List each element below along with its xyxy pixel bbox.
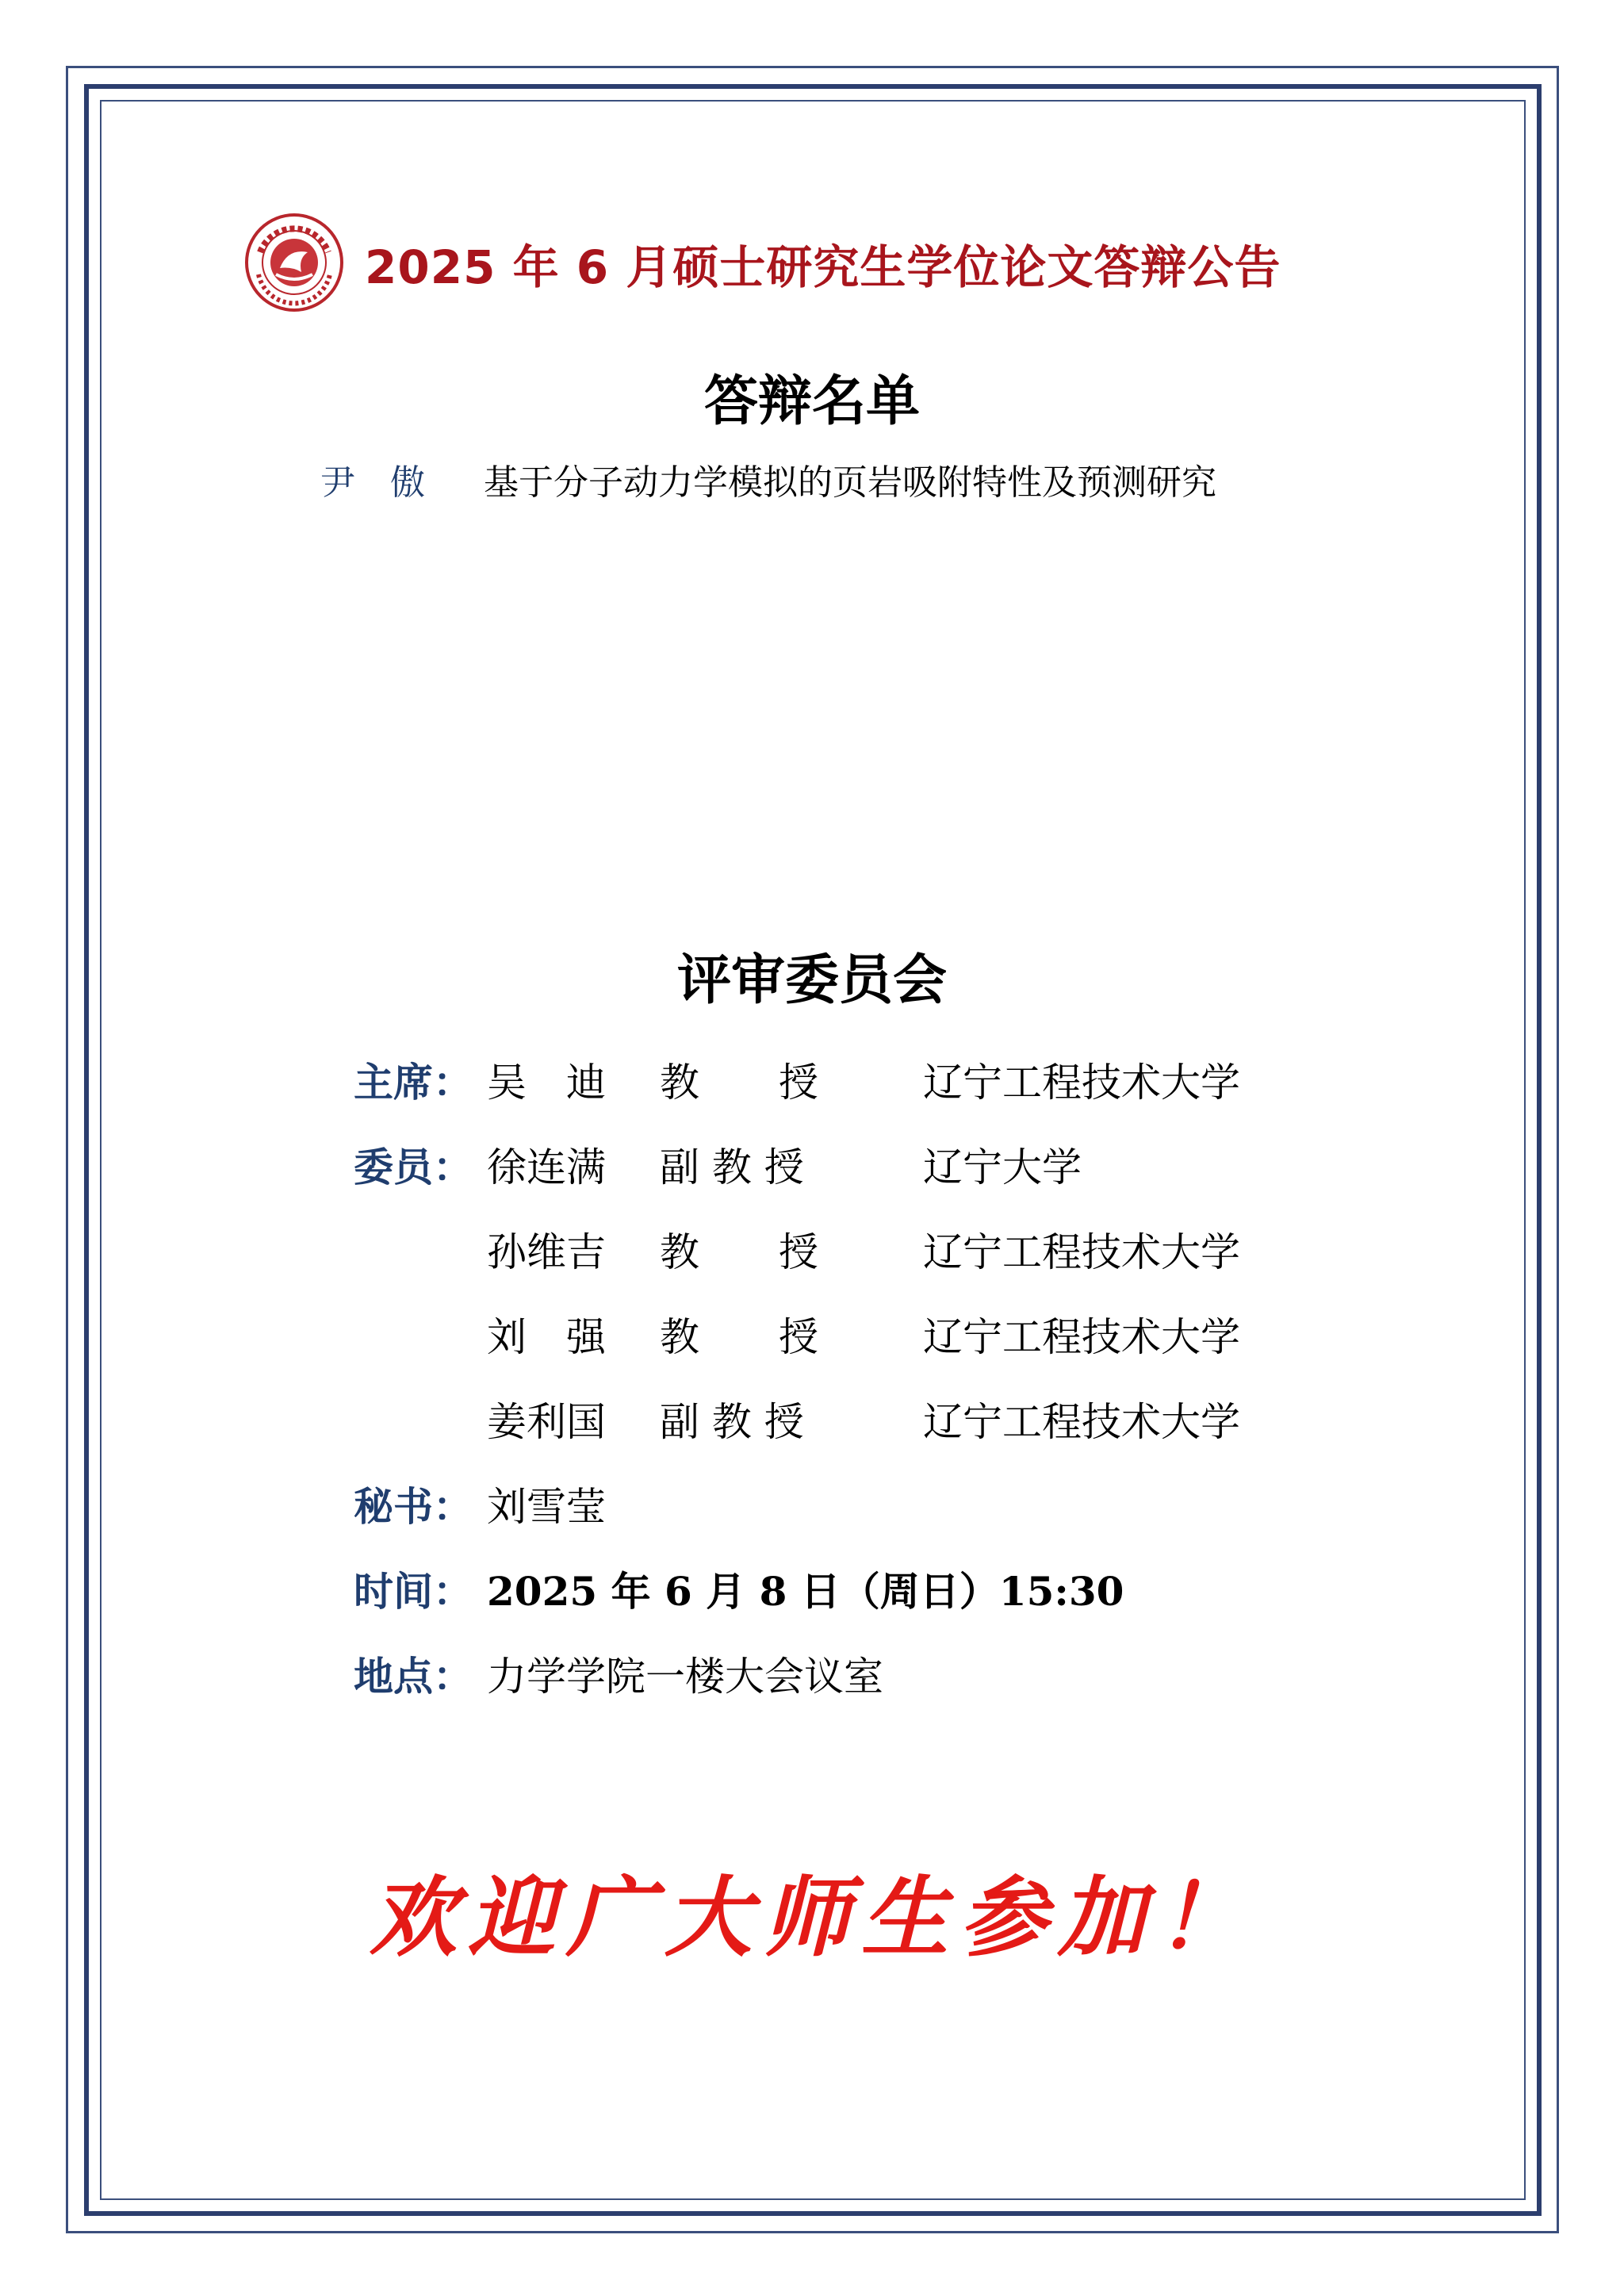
secretary-label: 秘书： [354, 1484, 473, 1530]
member-title: 教 授 [660, 1314, 818, 1360]
member-affiliation: 辽宁工程技术大学 [923, 1060, 1240, 1106]
student-name: 尹傲 [320, 462, 460, 503]
member-title: 教 授 [660, 1229, 818, 1275]
member-name: 孙维吉 [487, 1229, 606, 1275]
member-affiliation: 辽宁大学 [923, 1144, 1082, 1190]
university-logo-icon [244, 213, 344, 312]
announcement-title: 2025 年 6 月硕士研究生学位论文答辩公告 [365, 240, 1281, 294]
defense-list-heading: 答辩名单 [703, 370, 920, 433]
member-affiliation: 辽宁工程技术大学 [923, 1229, 1240, 1275]
member-name: 徐连满 [487, 1144, 606, 1190]
committee-heading: 评审委员会 [676, 949, 947, 1012]
member-name: 吴 迪 [487, 1060, 606, 1106]
member-affiliation: 辽宁工程技术大学 [923, 1399, 1240, 1445]
member-title: 副 教 授 [660, 1144, 804, 1190]
member-affiliation: 辽宁工程技术大学 [923, 1314, 1240, 1360]
defense-entry [320, 454, 1216, 504]
member-title: 副 教 授 [660, 1399, 804, 1445]
secretary-name: 刘雪莹 [487, 1484, 606, 1530]
defense-time: 2025 年 6 月 8 日（周日）15:30 [487, 1568, 1124, 1615]
defense-location: 力学学院一楼大会议室 [487, 1654, 883, 1700]
member-name: 刘 强 [487, 1314, 606, 1360]
member-label: 委员： [354, 1144, 473, 1190]
announcement-header [244, 213, 1370, 316]
time-label: 时间： [354, 1569, 473, 1615]
chair-label: 主席： [354, 1060, 473, 1106]
member-title: 教 授 [660, 1060, 818, 1106]
thesis-title: 基于分子动力学模拟的页岩吸附特性及预测研究 [484, 462, 1216, 503]
member-name: 姜利国 [487, 1399, 606, 1445]
welcome-message: 欢迎广大师生参加！ [370, 1866, 1254, 1968]
location-label: 地点： [354, 1654, 473, 1700]
